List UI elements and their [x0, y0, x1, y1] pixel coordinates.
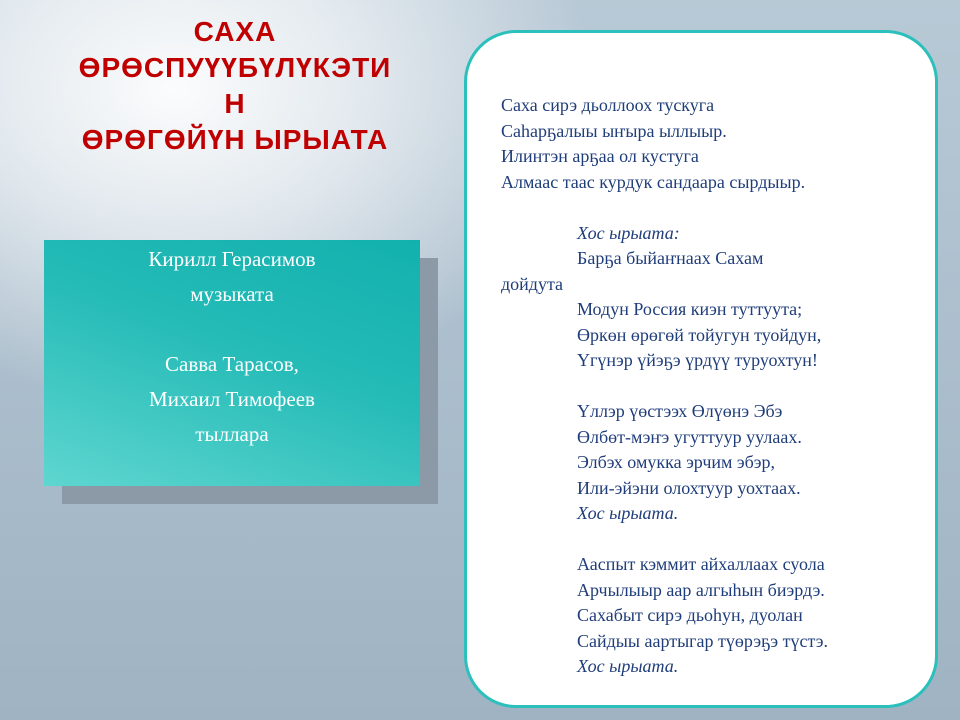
- title-line-3: Н: [224, 88, 246, 119]
- title-line-4: ӨРӨГӨЙҮН ЫРЫАТА: [81, 124, 389, 155]
- lyricist-role: тыллара: [195, 422, 269, 446]
- verse1-line-4: Алмаас таас курдук сандаара сырдыыр.: [501, 171, 806, 192]
- composer-role: музыката: [190, 282, 274, 306]
- verse3-line-1: Ааспыт кэммит айхаллаах суола: [577, 554, 825, 574]
- verse1-line-1: Саха сирэ дьоллоох тускуга: [501, 95, 715, 115]
- chorus-line-1a: Барҕа быйаҥнаах Сахам: [577, 248, 764, 268]
- chorus-line-3: Өркөн өрөгөй тойугун туойдун,: [577, 324, 822, 345]
- verse2-line-1: Үллэр үөстээх Өлүөнэ Эбэ: [577, 401, 783, 421]
- lyrics-card: [464, 30, 938, 708]
- verse2-line-3: Элбэх омукка эрчим эбэр,: [577, 452, 776, 472]
- verse3-line-3: Сахабыт сирэ дьоһун, дуолан: [577, 605, 803, 625]
- chorus-label: Хос ырыата:: [577, 222, 680, 243]
- chorus-line-1b: дойдута: [501, 273, 564, 294]
- chorus-ref-2: Хос ырыата.: [577, 656, 679, 676]
- lyrics-text: [501, 93, 921, 680]
- title-line-1: САХА: [193, 16, 277, 47]
- lyricist-name-2: Михаил Тимофеев: [149, 387, 315, 411]
- chorus-line-4: Үгүнэр үйэҕэ үрдүү туруохтун!: [577, 350, 818, 370]
- composer-name: Кирилл Герасимов: [148, 247, 316, 271]
- verse2-line-2: Өлбөт-мэҥэ угуттуур уулаах.: [577, 426, 802, 447]
- lyricist-name-1: Савва Тарасов,: [165, 352, 299, 376]
- verse3-line-4: Сайдыы аартыгар түөрэҕэ түстэ.: [577, 630, 828, 651]
- credit-box: [44, 240, 420, 486]
- title-line-2: ӨРӨСПУҮҮБҮЛҮКЭТИ: [78, 52, 392, 83]
- verse2-line-4: Или-эйэни олохтуур уохтаах.: [577, 477, 801, 498]
- chorus-ref-1: Хос ырыата.: [577, 503, 679, 523]
- chorus-line-2: Модун Россия киэн туттуута;: [577, 299, 803, 319]
- verse1-line-3: Илинтэн арҕаа ол кустуга: [501, 146, 699, 166]
- song-title: [40, 14, 430, 158]
- verse3-line-2: Арчылыыр аар алгыһын биэрдэ.: [577, 579, 825, 600]
- verse1-line-2: Саһарҕалыы ыҥыра ыллыыр.: [501, 120, 727, 141]
